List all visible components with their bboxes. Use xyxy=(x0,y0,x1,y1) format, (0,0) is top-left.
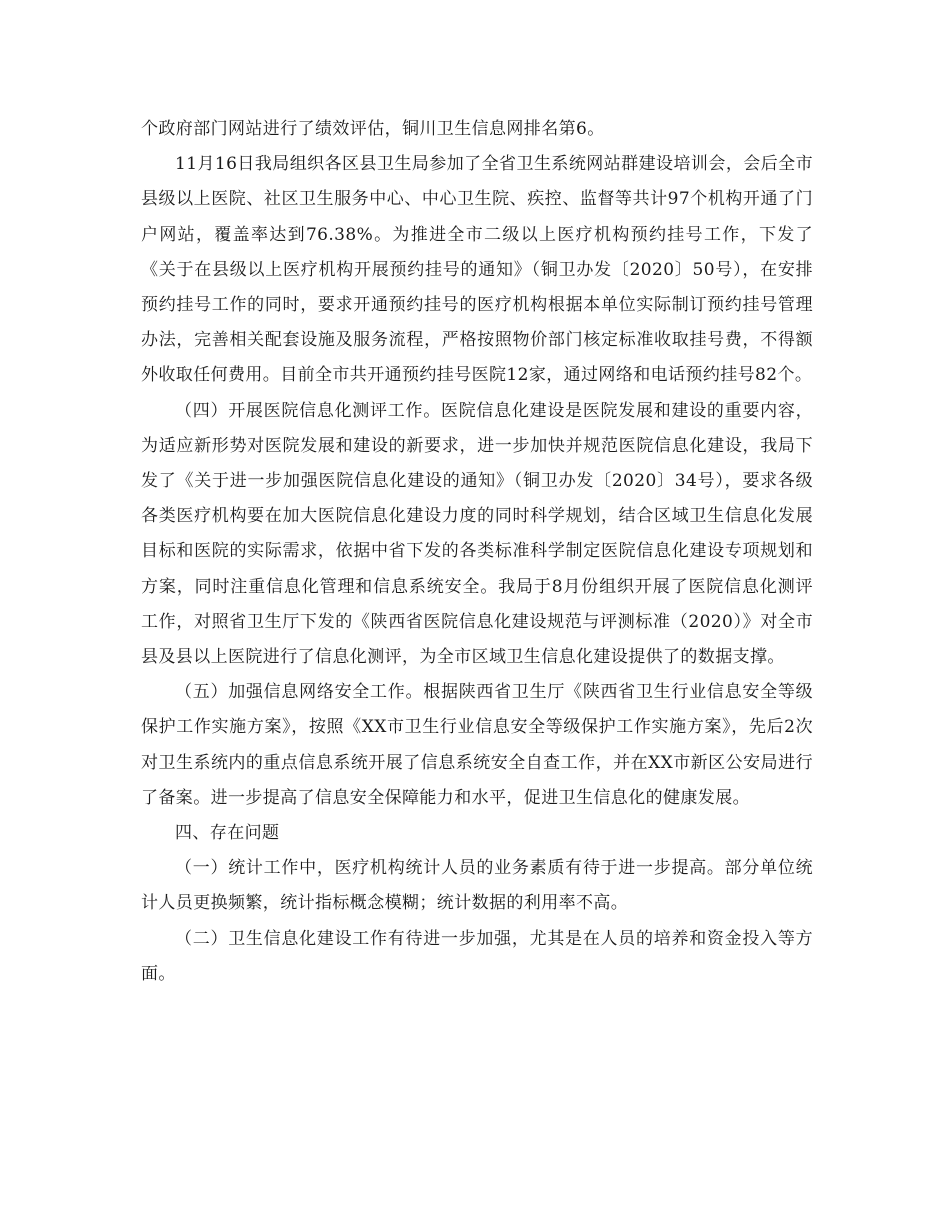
paragraph-continuation: 个政府部门网站进行了绩效评估，铜川卫生信息网排名第6。 xyxy=(141,119,605,139)
section-heading-problems: 四、存在问题 xyxy=(175,823,280,844)
paragraph-problem-informatization: （二）卫生信息化建设工作有待进一步加强，尤其是在人员的培养和资金投入等方面。 xyxy=(141,928,813,984)
paragraph-problem-statistics: （一）统计工作中，医疗机构统计人员的业务素质有待于进一步提高。部分单位统计人员更换频繁，统计指标概念模糊；统计数据的利用率不高。 xyxy=(141,858,813,914)
paragraph-network-security: （五）加强信息网络安全工作。根据陕西省卫生厅《陕西省卫生行业信息安全等级保护工作实施方案》，按照《XX市卫生行业信息安全等级保护工作实施方案》，先后2次对卫生系统内的重点信息系统开展了信息系统安全自查工作，并在XX市新区公安局进行了备案。进一步提高了信息安全保障能力和水平，促进卫生信息化的健康发展。 xyxy=(141,682,813,808)
paragraph-hospital-informatization: （四）开展医院信息化测评工作。医院信息化建设是医院发展和建设的重要内容，为适应新形势对医院发展和建设的新要求，进一步加快并规范医院信息化建设，我局下发了《关于进一步加强医院信息化建设的通知》（铜卫办发〔2020〕34号），要求各级各类医疗机构要在加大医院信息化建设力度的同时科学规划，结合区域卫生信息化发展目标和医院的实际需求，依据中省下发的各类标准科学制定医院信息化建设专项规划和方案，同时注重信息化管理和信息系统安全。我局于8月份组织开展了医院信息化测评工作，对照省卫生厅下发的《陕西省医院信息化建设规范与评测标准（2020）》对全市县及县以上医院进行了信息化测评，为全市区域卫生信息化建设提供了的数据支撑。 xyxy=(141,400,813,668)
paragraph-website-training: 11月16日我局组织各区县卫生局参加了全省卫生系统网站群建设培训会，会后全市县级以上医院、社区卫生服务中心、中心卫生院、疾控、监督等共计97个机构开通了门户网站，覆盖率达到76.38%。为推进全市二级以上医疗机构预约挂号工作，下发了《关于在县级以上医疗机构开展预约挂号的通知》（铜卫办发〔2020〕50号），在安排预约挂号工作的同时，要求开通预约挂号的医疗机构根据本单位实际制订预约挂号管理办法，完善相关配套设施及服务流程，严格按照物价部门核定标准收取挂号费，不得额外收取任何费用。目前全市共开通预约挂号医院12家，通过网络和电话预约挂号82个。 xyxy=(141,154,813,386)
document-body xyxy=(141,112,813,992)
